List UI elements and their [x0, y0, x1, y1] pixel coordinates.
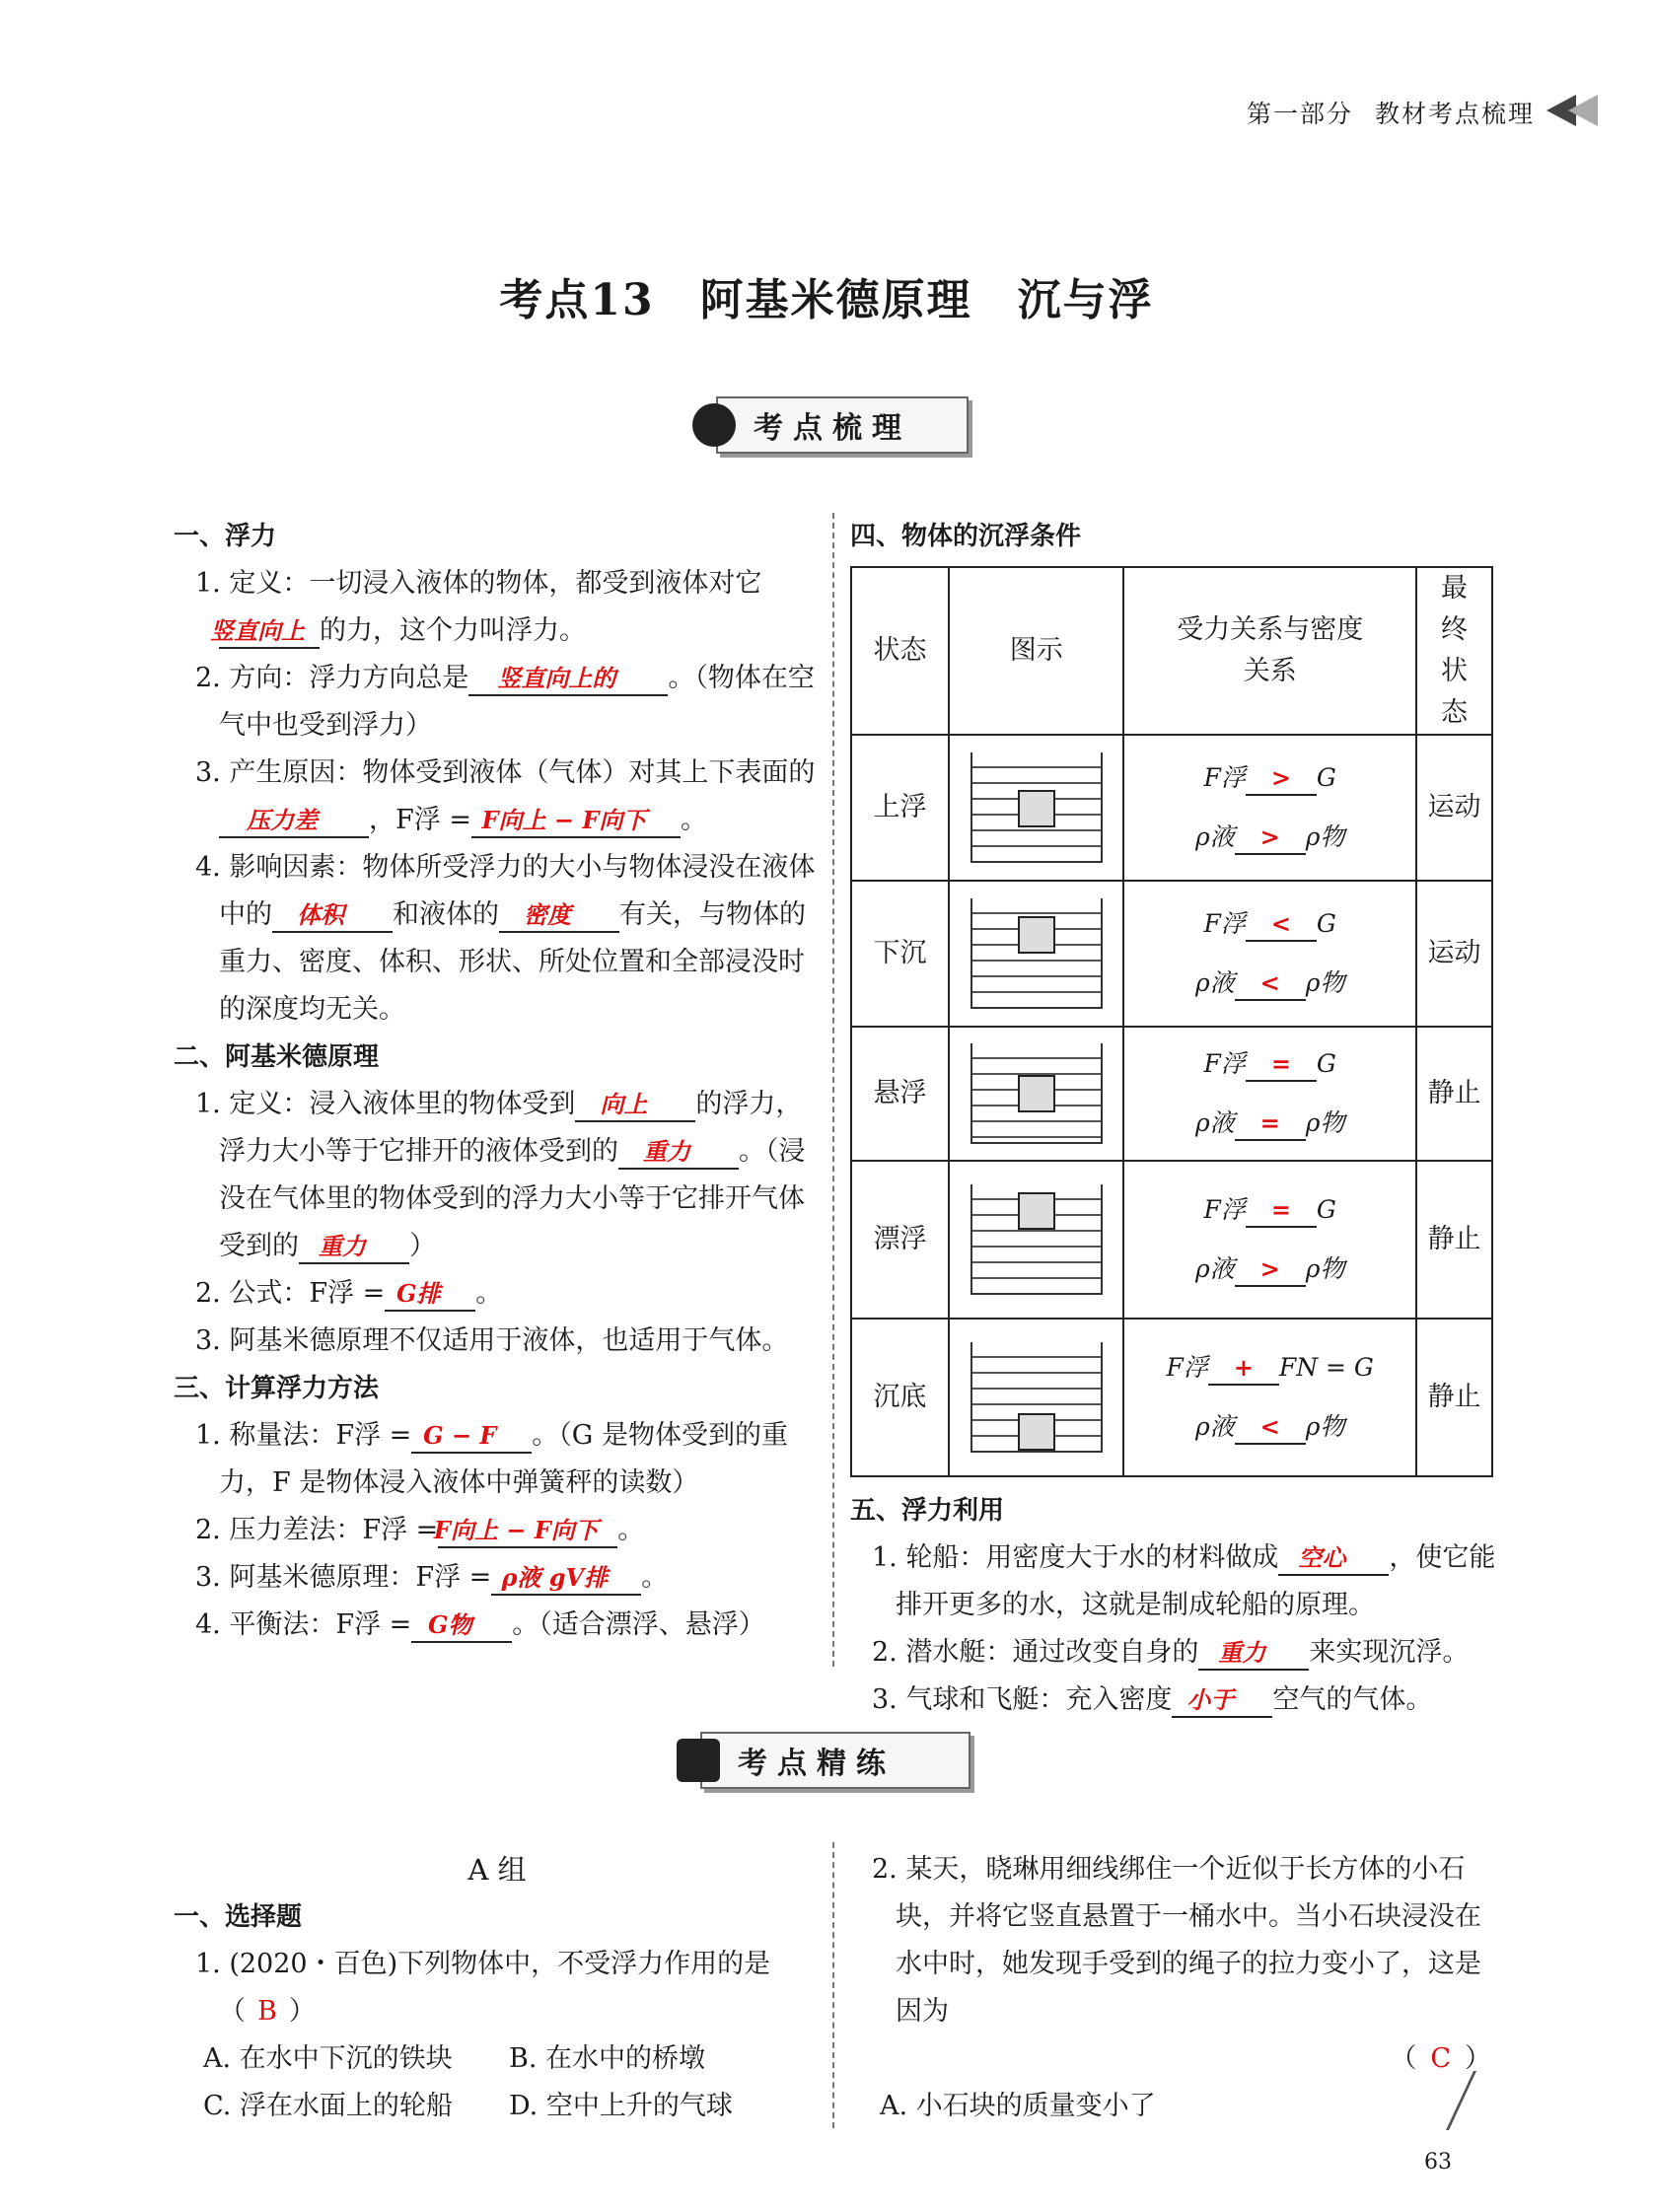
answer-blank: > [1235, 1253, 1306, 1287]
running-header [1225, 95, 1535, 130]
diagram-cell [949, 1161, 1123, 1319]
answer-blank: 体积 [272, 899, 393, 933]
item [174, 1270, 821, 1318]
option: B. 在水中的桥墩 [509, 2043, 706, 2074]
table-row [851, 1161, 1492, 1319]
diagram-cell [949, 881, 1123, 1027]
text: 3. 气球和飞艇：充入密度 [872, 1684, 1173, 1715]
text: 2. 方向：浮力方向总是 [195, 663, 469, 693]
text: 和液体的 [393, 899, 499, 930]
answer-blank: < [1235, 1411, 1306, 1445]
text: ） [288, 1996, 316, 2027]
table-header: 图示 [949, 567, 1123, 735]
item [174, 1412, 821, 1507]
text: 4. 影响因素：物体所受浮力的大小与物体浸没在液体中的 [195, 852, 816, 930]
text: ρ液 [1195, 1254, 1235, 1283]
text: ρ物 [1305, 968, 1345, 997]
text: ρ液 [1195, 1108, 1235, 1137]
item [174, 560, 821, 655]
object-block [1018, 1413, 1055, 1451]
object-block [1018, 916, 1055, 954]
badge-label: 考点精练 [738, 1747, 896, 1781]
answer-blank: F向上 − F向下 [438, 1515, 617, 1548]
table-row [851, 1027, 1492, 1161]
practice-left [174, 1846, 821, 2130]
item [174, 749, 821, 844]
text: 。（适合漂浮、悬浮） [512, 1609, 765, 1640]
text: G [1316, 909, 1336, 938]
item [850, 1629, 1501, 1677]
state-cell: 上浮 [851, 735, 949, 881]
final-state-cell: 静止 [1416, 1161, 1492, 1319]
answer: C [1430, 2043, 1451, 2074]
answer-blank: 密度 [499, 899, 619, 933]
diagram-cell [949, 1319, 1123, 1476]
right-column [850, 513, 1501, 1724]
relation-cell [1123, 881, 1416, 1027]
page-number: 63 [1424, 2150, 1452, 2175]
text: 来实现沉浮。 [1309, 1637, 1470, 1668]
text: 1. 定义：一切浸入液体的物体，都受到液体对它 [195, 568, 762, 599]
text: 。（浸没在气体里的物体受到的浮力大小等于它排开气体受到的 [219, 1136, 806, 1261]
suspended-diagram [970, 1043, 1103, 1144]
text: 有关，与物体的重力、密度、体积、形状、所处位置和全部浸没时的深度均无关。 [219, 899, 806, 1025]
text: 空气的气体。 [1272, 1684, 1433, 1715]
group-label: A 组 [467, 1853, 527, 1887]
object-block [1018, 1075, 1055, 1112]
diagram-cell [949, 735, 1123, 881]
answer-blank: 重力 [299, 1231, 409, 1264]
options-row [174, 2083, 821, 2130]
text: 2. 潜水艇：通过改变自身的 [872, 1637, 1199, 1668]
text: 4. 平衡法：F浮 = [195, 1609, 412, 1640]
column-divider [832, 1842, 834, 2128]
table-header: 受力关系与密度关系 [1123, 567, 1416, 735]
text: 。 [617, 1515, 645, 1545]
answer-blank: < [1246, 908, 1317, 942]
text: 的力，这个力叫浮力。 [320, 615, 586, 646]
table-row [851, 735, 1492, 881]
text: G [1316, 763, 1336, 792]
text: ρ物 [1305, 1108, 1345, 1137]
header-arrow-icon [1568, 95, 1598, 126]
object-block [1018, 790, 1055, 827]
text: 1. 称量法：F浮 = [195, 1420, 412, 1451]
item [174, 655, 821, 749]
item [174, 1081, 821, 1270]
text: 1. (2020・百色)下列物体中，不受浮力作用的是（ [195, 1949, 771, 2027]
header-part: 第一部分 [1246, 100, 1353, 128]
answer-blank: < [1235, 967, 1306, 1001]
section-badge [716, 396, 969, 454]
text: ρ液 [1195, 1412, 1235, 1441]
text: F浮 [1203, 1195, 1246, 1224]
answer-blank: = [1235, 1107, 1306, 1141]
text: ρ物 [1305, 822, 1345, 851]
answer-blank: G物 [411, 1609, 512, 1643]
sinking-diagram [970, 898, 1103, 1009]
text: F浮 [1203, 909, 1246, 938]
text: ρ液 [1195, 968, 1235, 997]
floating-diagram [970, 1184, 1103, 1295]
item [850, 1534, 1501, 1629]
answer-blank: 竖直向上 [219, 615, 320, 649]
table-header: 状态 [851, 567, 949, 735]
answer-blank: 压力差 [219, 805, 369, 838]
text: 。（物体在空气中也受到浮力） [219, 663, 815, 741]
object-block [1018, 1192, 1055, 1230]
answer-bracket: （ C ） [1390, 2043, 1491, 2074]
page-title: 考点13 阿基米德原理 沉与浮 [499, 275, 1154, 325]
section-heading: 一、浮力 [174, 522, 277, 551]
text: G [1316, 1049, 1336, 1078]
text: ） [409, 1231, 436, 1261]
section-heading: 五、浮力利用 [850, 1496, 1005, 1526]
text: 2. 公式：F浮 = [195, 1278, 386, 1309]
item [850, 1677, 1501, 1724]
answer-blank: 小于 [1172, 1684, 1272, 1718]
answer: B [257, 1996, 277, 2027]
text: 。 [641, 1562, 669, 1593]
answer-blank: ρ液 gV排 [491, 1562, 641, 1596]
table-row [851, 881, 1492, 1027]
text: G [1316, 1195, 1336, 1224]
final-state-cell: 静止 [1416, 1027, 1492, 1161]
text: ρ液 [1195, 822, 1235, 851]
answer-blank: G − F [411, 1420, 532, 1454]
state-cell: 漂浮 [851, 1161, 949, 1319]
answer-blank: 向上 [575, 1089, 695, 1122]
text: 1. 轮船：用密度大于水的材料做成 [872, 1542, 1279, 1573]
state-cell: 沉底 [851, 1319, 949, 1476]
floating-up-diagram [970, 752, 1103, 863]
answer-blank: 重力 [618, 1136, 739, 1170]
item [174, 1602, 821, 1649]
section-heading: 二、阿基米德原理 [174, 1042, 380, 1072]
option: C. 浮在水面上的轮船 [203, 2091, 453, 2121]
final-state-cell: 静止 [1416, 1319, 1492, 1476]
section-heading: 三、计算浮力方法 [174, 1374, 380, 1403]
section-heading: 四、物体的沉浮条件 [850, 522, 1082, 551]
text: 。 [475, 1278, 503, 1309]
text: ，F浮 = [369, 805, 471, 835]
question [174, 1941, 821, 2035]
magnifier-icon [692, 403, 736, 447]
item: 3. 阿基米德原理不仅适用于液体，也适用于气体。 [195, 1325, 789, 1356]
text: FN = G [1278, 1353, 1374, 1382]
text: 1. 定义：浸入液体里的物体受到 [195, 1089, 576, 1119]
relation-cell [1123, 1319, 1416, 1476]
text: ρ物 [1305, 1254, 1345, 1283]
state-cell: 悬浮 [851, 1027, 949, 1161]
relation-cell [1123, 735, 1416, 881]
left-column [174, 513, 821, 1649]
text: 2. 压力差法：F浮 = [195, 1515, 439, 1545]
answer-blank: 空心 [1278, 1542, 1389, 1576]
answer-blank: > [1246, 762, 1317, 796]
badge-label: 考点梳理 [754, 411, 911, 446]
sink-float-table [850, 566, 1493, 1477]
option: A. 在水中下沉的铁块 [203, 2043, 453, 2074]
student-icon [677, 1739, 720, 1782]
answer-blank: + [1208, 1352, 1279, 1386]
item [174, 844, 821, 1034]
answer-blank: 竖直向上的 [468, 663, 668, 696]
text: ρ物 [1305, 1412, 1345, 1441]
relation-cell [1123, 1161, 1416, 1319]
text: F浮 [1203, 1049, 1246, 1078]
header-section: 教材考点梳理 [1374, 100, 1535, 128]
state-cell: 下沉 [851, 881, 949, 1027]
item [174, 1554, 821, 1602]
table-row [851, 1319, 1492, 1476]
final-state-cell: 运动 [1416, 881, 1492, 1027]
option: A. 小石块的质量变小了 [880, 2091, 1156, 2121]
answer-blank: = [1246, 1048, 1317, 1082]
question: 2. 某天，晓琳用细线绑住一个近似于长方体的小石块，并将它竖直悬置于一桶水中。当小石块浸没在水中时，她发现手受到的绳子的拉力变小了，这是因为 [872, 1854, 1481, 2027]
text: 。 [680, 805, 707, 835]
sunk-diagram [970, 1342, 1103, 1453]
text: F浮 [1203, 763, 1246, 792]
section-badge [700, 1732, 970, 1789]
answer-blank: G排 [385, 1278, 475, 1312]
text: 3. 阿基米德原理：F浮 = [195, 1562, 492, 1593]
answer-blank: F向上 − F向下 [471, 805, 681, 838]
answer-blank: 重力 [1198, 1637, 1309, 1671]
text: 3. 产生原因：物体受到液体（气体）对其上下表面的 [195, 757, 816, 788]
text: ，使它能排开更多的水，这就是制成轮船的原理。 [896, 1542, 1496, 1620]
item [174, 1507, 821, 1554]
answer-blank: = [1246, 1194, 1317, 1228]
options-row [174, 2035, 821, 2083]
relation-cell [1123, 1027, 1416, 1161]
text: 的浮力，浮力大小等于它排开的液体受到的 [219, 1089, 803, 1167]
table-header: 最终状态 [1416, 567, 1492, 735]
table-header-row [851, 567, 1492, 735]
answer-blank: > [1235, 821, 1306, 855]
text: F浮 [1166, 1353, 1208, 1382]
section-heading: 一、选择题 [174, 1902, 303, 1932]
text: 。（G 是物体受到的重力，F 是物体浸入液体中弹簧秤的读数） [219, 1420, 788, 1498]
final-state-cell: 运动 [1416, 735, 1492, 881]
column-divider [832, 513, 834, 1667]
diagram-cell [949, 1027, 1123, 1161]
practice-right [850, 1846, 1501, 2130]
option: D. 空中上升的气球 [509, 2091, 733, 2121]
